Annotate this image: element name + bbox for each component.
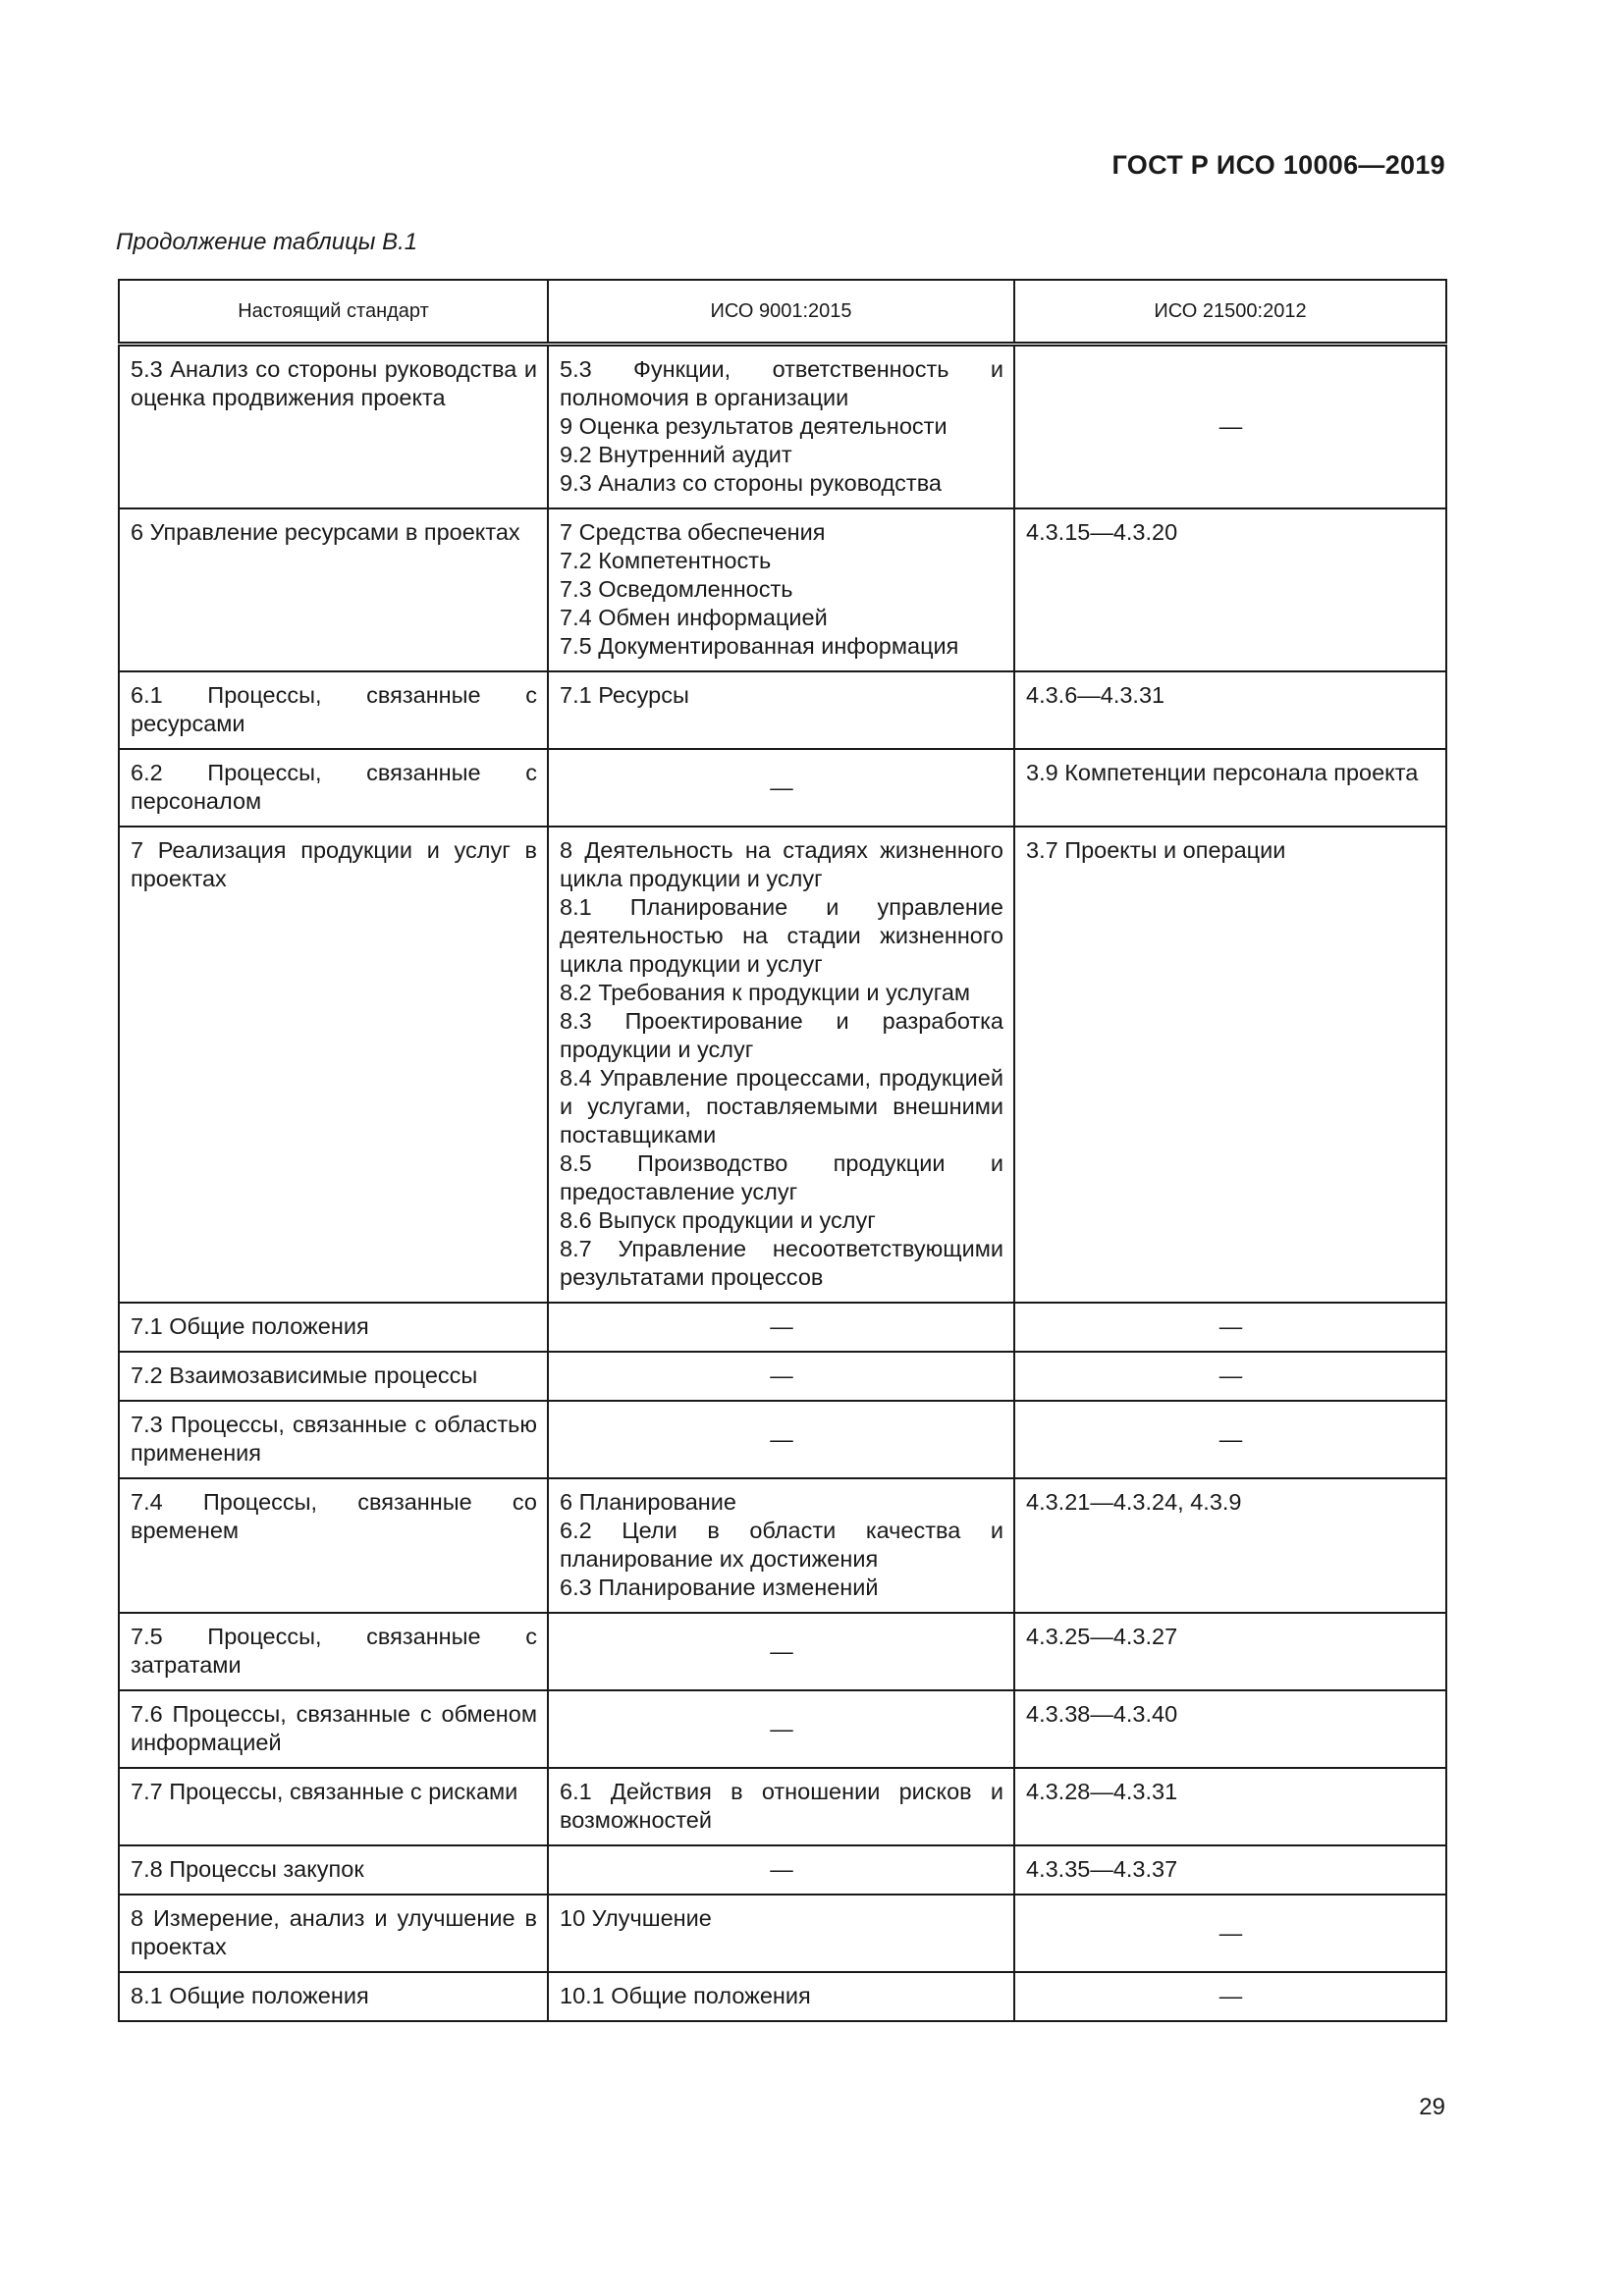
cell-iso-9001 — [548, 1895, 1014, 1972]
reference-entry: 7.4 Обмен информацией — [560, 605, 828, 630]
reference-entry: 9 Оценка результатов деятельности — [560, 413, 947, 439]
reference-entry: 6.2 Цели в области качества и планирование их достижения — [560, 1518, 1003, 1572]
reference-entry: 8.7 Управление несоответствующими результатами процессов — [560, 1236, 1003, 1290]
reference-entry: 4.3.6—4.3.31 — [1026, 682, 1165, 708]
reference-entry: 10 Улучшение — [560, 1905, 712, 1931]
cell-this-standard: 8 Измерение, анализ и улучшение в проектах — [119, 1895, 548, 1972]
reference-entry: — — [1218, 1425, 1243, 1452]
cell-this-standard: 5.3 Анализ со стороны руководства и оценка продвижения проекта — [119, 345, 548, 509]
cell-iso-21500 — [1014, 1845, 1446, 1895]
reference-entry: 10.1 Общие положения — [560, 1983, 811, 2008]
reference-entry: 4.3.21—4.3.24, 4.3.9 — [1026, 1489, 1242, 1515]
reference-entry: 8.3 Проектирование и разработка продукции и услуг — [560, 1008, 1003, 1062]
cell-iso-21500 — [1014, 1768, 1446, 1845]
cell-this-standard: 7.6 Процессы, связанные с обменом информацией — [119, 1690, 548, 1768]
table-row — [119, 1845, 1446, 1895]
table-row — [119, 1972, 1446, 2021]
table-row — [119, 508, 1446, 671]
cell-iso-21500 — [1014, 749, 1446, 827]
reference-entry: — — [770, 1362, 793, 1388]
cell-this-standard: 7.7 Процессы, связанные с рисками — [119, 1768, 548, 1845]
cell-iso-21500 — [1014, 671, 1446, 749]
cell-iso-21500 — [1014, 1303, 1446, 1352]
reference-entry: 8.4 Управление процессами, продукцией и услугами, поставляемыми внешними поставщиками — [560, 1065, 1003, 1148]
column-header-iso-21500: ИСО 21500:2012 — [1014, 280, 1446, 345]
table-header-row — [119, 280, 1446, 345]
cell-this-standard: 7.5 Процессы, связанные с затратами — [119, 1613, 548, 1690]
cell-iso-9001 — [548, 671, 1014, 749]
cell-this-standard: 7.2 Взаимозависимые процессы — [119, 1352, 548, 1401]
cell-iso-9001 — [548, 345, 1014, 509]
reference-entry: 7.5 Документированная информация — [560, 633, 959, 659]
cell-iso-9001 — [548, 1401, 1014, 1478]
column-header-this-standard: Настоящий стандарт — [119, 280, 548, 345]
reference-entry: — — [1218, 413, 1243, 439]
reference-entry: — — [770, 1637, 793, 1664]
reference-entry: 4.3.38—4.3.40 — [1026, 1701, 1178, 1727]
column-header-iso-9001: ИСО 9001:2015 — [548, 280, 1014, 345]
table-row — [119, 1478, 1446, 1613]
correspondence-table — [118, 279, 1447, 2022]
reference-entry: 5.3 Функции, ответственность и полномочия в организации — [560, 356, 1003, 410]
cell-iso-9001 — [548, 1352, 1014, 1401]
table-caption: Продолжение таблицы В.1 — [116, 229, 418, 255]
cell-iso-9001 — [548, 827, 1014, 1303]
reference-entry: 7 Средства обеспечения — [560, 519, 826, 545]
page-number: 29 — [1419, 2094, 1445, 2120]
reference-entry: — — [1218, 1983, 1243, 2008]
reference-entry: — — [1218, 1313, 1243, 1339]
reference-entry: 3.9 Компетенции персонала проекта — [1026, 760, 1419, 785]
cell-iso-21500 — [1014, 1352, 1446, 1401]
cell-iso-9001 — [548, 508, 1014, 671]
table-row — [119, 1895, 1446, 1972]
reference-entry: 6.3 Планирование изменений — [560, 1575, 879, 1600]
table-row — [119, 1401, 1446, 1478]
cell-this-standard: 7 Реализация продукции и услуг в проектах — [119, 827, 548, 1303]
reference-entry: 7.3 Осведомленность — [560, 576, 793, 602]
reference-entry: 9.2 Внутренний аудит — [560, 442, 792, 467]
reference-entry: 6 Планирование — [560, 1489, 736, 1515]
cell-iso-21500 — [1014, 345, 1446, 509]
table-row — [119, 345, 1446, 509]
reference-entry: 7.1 Ресурсы — [560, 682, 689, 708]
reference-entry: 8 Деятельность на стадиях жизненного цикла продукции и услуг — [560, 837, 1003, 891]
cell-this-standard: 6 Управление ресурсами в проектах — [119, 508, 548, 671]
reference-entry: 6.1 Действия в отношении рисков и возможностей — [560, 1779, 1003, 1833]
reference-entry: — — [770, 1313, 793, 1339]
reference-entry: — — [1218, 1362, 1243, 1388]
cell-iso-21500 — [1014, 1401, 1446, 1478]
cell-iso-9001 — [548, 1845, 1014, 1895]
reference-entry: — — [1218, 1919, 1243, 1946]
reference-entry: 8.5 Производство продукции и предоставление услуг — [560, 1150, 1003, 1204]
reference-entry: — — [770, 1425, 793, 1452]
cell-iso-9001 — [548, 1303, 1014, 1352]
table-row — [119, 827, 1446, 1303]
reference-entry: 8.2 Требования к продукции и услугам — [560, 980, 971, 1005]
cell-iso-21500 — [1014, 1613, 1446, 1690]
reference-entry: 8.6 Выпуск продукции и услуг — [560, 1207, 876, 1233]
table-row — [119, 1352, 1446, 1401]
reference-entry: 3.7 Проекты и операции — [1026, 837, 1286, 863]
cell-iso-9001 — [548, 749, 1014, 827]
cell-iso-21500 — [1014, 1972, 1446, 2021]
cell-this-standard: 7.3 Процессы, связанные с областью применения — [119, 1401, 548, 1478]
reference-entry: — — [770, 1715, 793, 1741]
reference-entry: — — [770, 1856, 793, 1882]
table-row — [119, 1768, 1446, 1845]
table-row — [119, 1690, 1446, 1768]
cell-iso-9001 — [548, 1478, 1014, 1613]
reference-entry: 4.3.28—4.3.31 — [1026, 1779, 1178, 1804]
cell-iso-9001 — [548, 1690, 1014, 1768]
reference-entry: 7.2 Компетентность — [560, 548, 772, 573]
reference-entry: 4.3.15—4.3.20 — [1026, 519, 1178, 545]
reference-entry: 4.3.35—4.3.37 — [1026, 1856, 1178, 1882]
cell-this-standard: 6.2 Процессы, связанные с персоналом — [119, 749, 548, 827]
table-row — [119, 1613, 1446, 1690]
cell-iso-21500 — [1014, 1478, 1446, 1613]
cell-iso-9001 — [548, 1972, 1014, 2021]
reference-entry: 8.1 Планирование и управление деятельностью на стадии жизненного цикла продукции и услуг — [560, 894, 1003, 977]
reference-entry: 9.3 Анализ со стороны руководства — [560, 470, 942, 496]
reference-entry: — — [770, 774, 793, 800]
cell-this-standard: 7.4 Процессы, связанные со временем — [119, 1478, 548, 1613]
table-row — [119, 671, 1446, 749]
cell-this-standard: 8.1 Общие положения — [119, 1972, 548, 2021]
table-row — [119, 749, 1446, 827]
cell-this-standard: 6.1 Процессы, связанные с ресурсами — [119, 671, 548, 749]
document-designation: ГОСТ Р ИСО 10006—2019 — [1111, 150, 1445, 180]
cell-iso-9001 — [548, 1768, 1014, 1845]
cell-iso-21500 — [1014, 1690, 1446, 1768]
cell-iso-21500 — [1014, 827, 1446, 1303]
cell-iso-9001 — [548, 1613, 1014, 1690]
table-row — [119, 1303, 1446, 1352]
cell-this-standard: 7.8 Процессы закупок — [119, 1845, 548, 1895]
cell-iso-21500 — [1014, 1895, 1446, 1972]
cell-this-standard: 7.1 Общие положения — [119, 1303, 548, 1352]
reference-entry: 4.3.25—4.3.27 — [1026, 1624, 1178, 1649]
cell-iso-21500 — [1014, 508, 1446, 671]
table-body — [119, 345, 1446, 2022]
